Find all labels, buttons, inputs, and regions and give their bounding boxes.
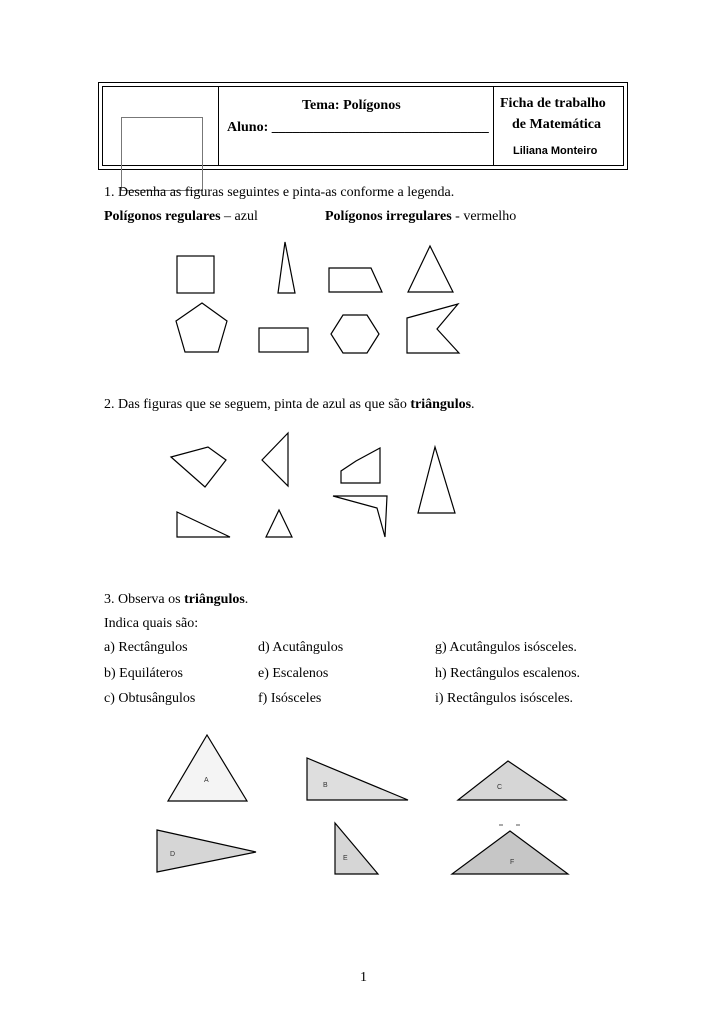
q1-square-figure <box>177 256 214 293</box>
q3-option-a: a) Rectângulos <box>104 640 188 655</box>
q1-legend-irregular-color: - vermelho <box>451 209 517 224</box>
q3-option-c: c) Obtusângulos <box>104 691 196 706</box>
header-tema: Tema: Polígonos <box>302 98 401 113</box>
q3-option-g: g) Acutângulos isósceles. <box>435 640 577 655</box>
header-ficha-line1: Ficha de trabalho <box>500 96 606 111</box>
q2-tall-triangle-figure <box>418 447 455 513</box>
q3-option-h: h) Rectângulos escalenos. <box>435 666 581 681</box>
q3-title-bold: triângulos <box>184 592 245 607</box>
q1-pentagon-figure <box>176 303 227 352</box>
q3-label-a: A <box>204 777 209 784</box>
q3-option-e: e) Escalenos <box>258 666 329 681</box>
q2-instruction-prefix: 2. Das figuras que se seguem, pinta de azul as que são <box>104 397 411 412</box>
q3-option-i: i) Rectângulos isósceles. <box>435 691 574 706</box>
q1-hexagon-figure <box>331 315 379 353</box>
q2-instruction-bold: triângulos <box>410 397 472 412</box>
q2-quadrilateral-figure <box>171 447 226 487</box>
page-number: 1 <box>360 970 367 985</box>
q3-triangle-a <box>168 735 247 801</box>
q3-title-prefix: 3. Observa os <box>104 592 185 607</box>
q1-legend-regular-color: – azul <box>220 209 258 224</box>
q3-label-c: C <box>497 784 503 791</box>
header-author: Liliana Monteiro <box>513 145 598 157</box>
q1-legend-regular-label: Polígonos regulares <box>104 209 221 224</box>
q2-small-triangle-figure <box>266 510 292 537</box>
q3-label-b: B <box>323 782 328 789</box>
q3-label-d: D <box>170 851 176 858</box>
q2-flat-triangle-figure <box>177 512 230 537</box>
q3-triangle-e <box>335 823 378 874</box>
q1-legend-irregular-label: Polígonos irregulares <box>325 209 452 224</box>
header-ficha-line2: de Matemática <box>512 117 602 132</box>
q3-label-e: E <box>343 855 348 862</box>
q2-right-triangle-figure <box>262 433 288 486</box>
q2-instruction-suffix: . <box>471 397 475 412</box>
q1-rectangle-figure <box>259 328 308 352</box>
q3-label-f: F <box>510 859 515 866</box>
header-aluno-field: Aluno: _______________________________ <box>227 120 489 135</box>
q2-concave-figure <box>333 496 387 537</box>
q3-title-suffix: . <box>244 592 249 607</box>
q1-instruction: 1. Desenha as figuras seguintes e pinta-as conforme a legenda. <box>104 185 455 200</box>
q1-irregular-polygon-figure <box>407 304 459 353</box>
q3-triangle-f <box>452 831 568 874</box>
q2-pentagon-figure <box>341 448 380 483</box>
q3-option-f: f) Isósceles <box>258 691 322 706</box>
q1-isosceles-triangle-figure <box>278 242 295 293</box>
q1-equilateral-triangle-figure <box>408 246 453 292</box>
q3-option-b: b) Equiláteros <box>104 666 183 681</box>
q3-option-d: d) Acutângulos <box>258 640 344 655</box>
q3-triangle-c <box>458 761 566 800</box>
q3-subtitle: Indica quais são: <box>104 616 199 631</box>
q3-triangle-b <box>307 758 408 800</box>
q1-trapezoid-figure <box>329 268 382 292</box>
